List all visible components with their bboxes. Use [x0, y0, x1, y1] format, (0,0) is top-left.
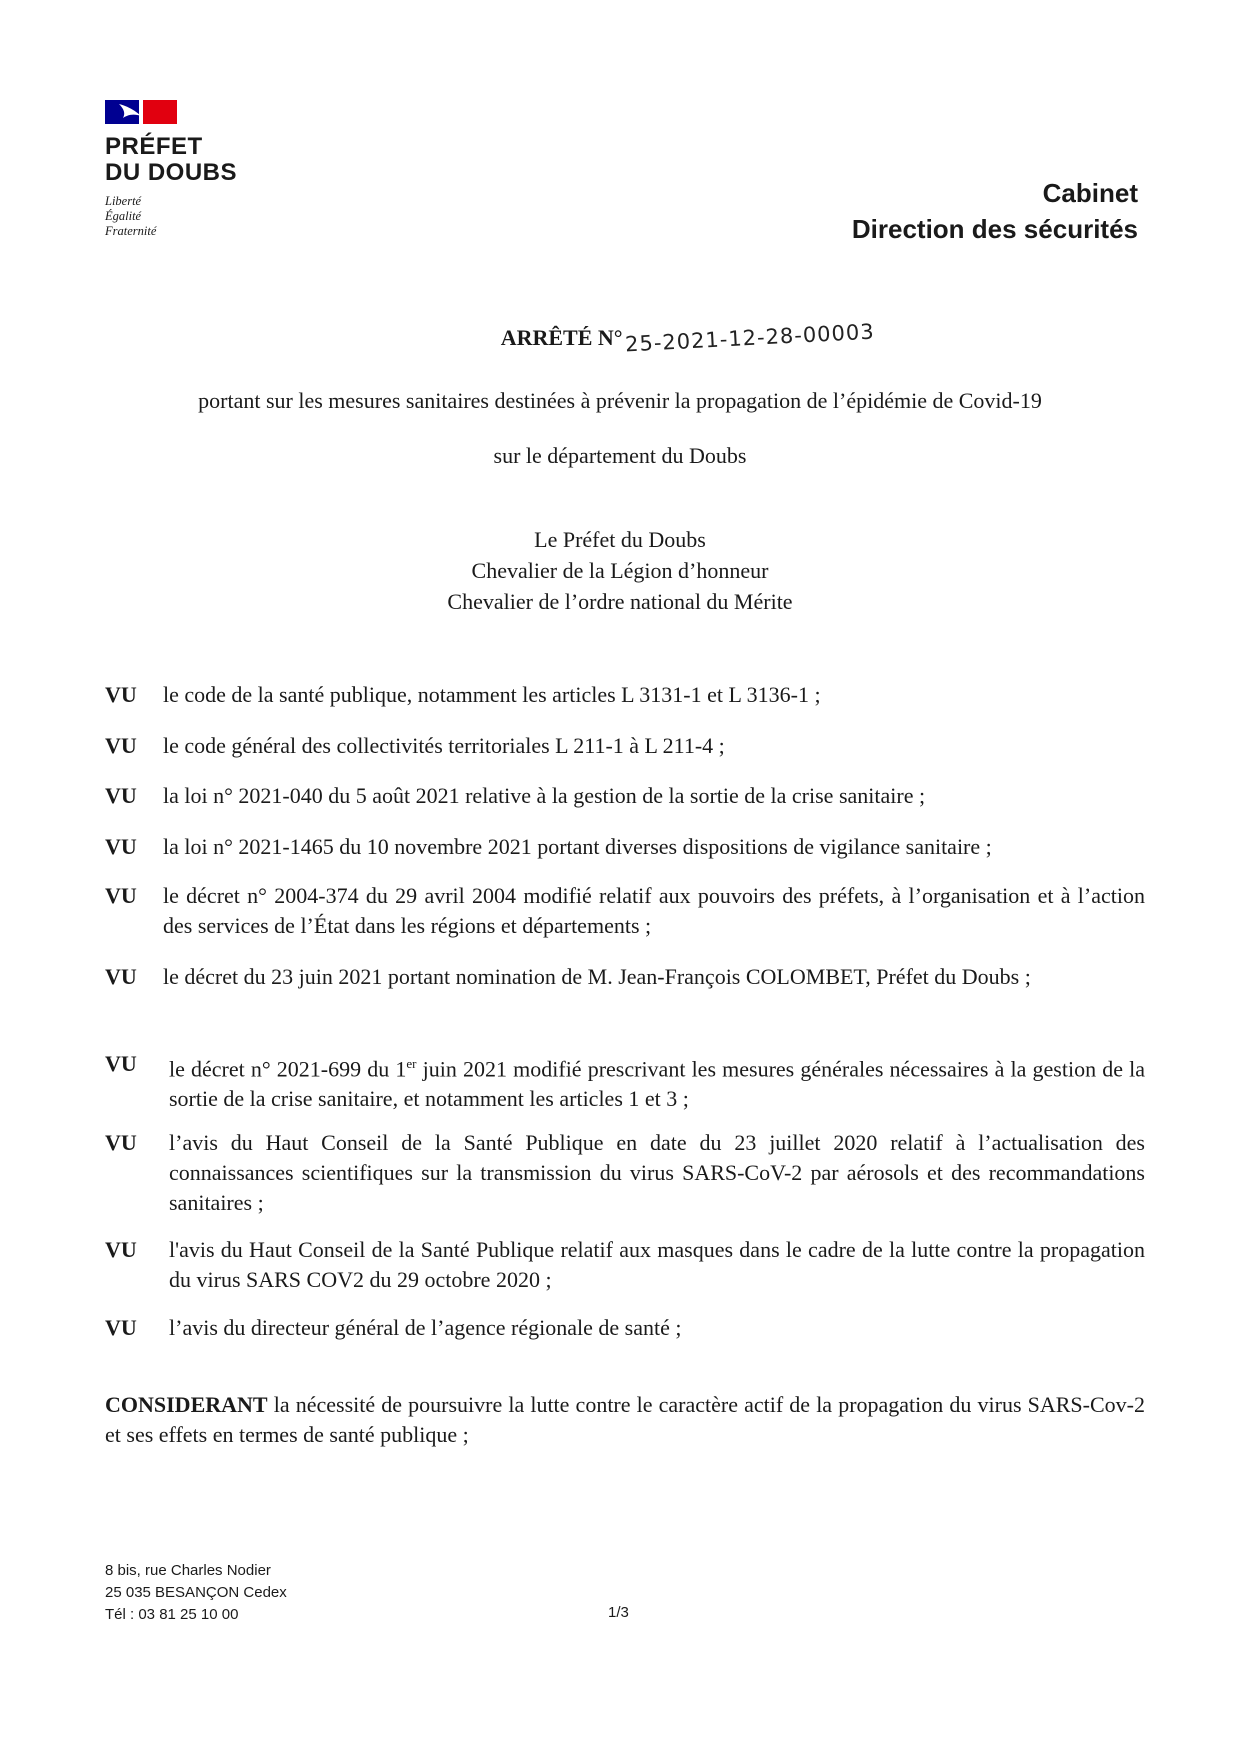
motto-liberte: Liberté — [105, 194, 142, 208]
visa-item — [105, 1128, 1145, 1218]
considerant-text: la nécessité de poursuivre la lutte contre le caractère actif de la propagation du virus SARS-Cov-2 et ses effets en termes de santé publique ; — [105, 1392, 1145, 1447]
visa-text: la loi n° 2021-1465 du 10 novembre 2021 portant diverses dispositions de vigilance sanitaire ; — [163, 834, 992, 859]
visa-item — [105, 1049, 1145, 1114]
visa-item — [105, 680, 1145, 710]
visa-label: VU — [105, 964, 137, 989]
footer-address-line-2: 25 035 BESANÇON Cedex — [105, 1584, 287, 1601]
visa-label: VU — [105, 1051, 137, 1076]
authority-title-1: Chevalier de la Légion d’honneur — [471, 558, 769, 583]
considerant-label: CONSIDERANT — [105, 1392, 268, 1417]
decree-title — [500, 319, 875, 357]
visa-label: VU — [105, 733, 137, 758]
visa-text: la loi n° 2021-040 du 5 août 2021 relative à la gestion de la sortie de la crise sanitaire ; — [163, 783, 926, 808]
authority-block — [0, 524, 1240, 617]
visa-text: le code de la santé publique, notamment les articles L 3131-1 et L 3136-1 ; — [163, 682, 821, 707]
visa-text: le décret n° 2021-699 du 1er juin 2021 modifié prescrivant les mesures générales nécessaires à la gestion de la sortie de la crise sanitaire, et notamment les articles 1 et 3 ; — [169, 1056, 1145, 1112]
visa-text: l’avis du Haut Conseil de la Santé Publique en date du 23 juillet 2020 relatif à l’actualisation des connaissances scientifiques sur la transmission du virus SARS-CoV-2 par aérosols et des recommandations sanitaires ; — [169, 1130, 1145, 1215]
republic-motto — [105, 194, 275, 239]
visa-item — [105, 1313, 1145, 1343]
visa-item — [105, 832, 1145, 862]
visa-label: VU — [105, 834, 137, 859]
visa-label: VU — [105, 1315, 137, 1340]
service-name: Cabinet — [1042, 178, 1138, 208]
visa-item — [105, 881, 1145, 941]
handwritten-decree-number: 25-2021-12-28-00003 — [624, 319, 875, 357]
motto-egalite: Égalité — [105, 209, 142, 223]
visa-item — [105, 731, 1145, 761]
marianne-flag-icon — [105, 100, 177, 124]
visa-label: VU — [105, 783, 137, 808]
decree-title-block — [0, 319, 1240, 357]
page-number: 1/3 — [608, 1604, 629, 1621]
visa-item — [105, 962, 1145, 992]
issuing-service — [852, 175, 1138, 247]
visa-item — [105, 781, 1145, 811]
visa-label: VU — [105, 682, 137, 707]
footer-address-line-1: 8 bis, rue Charles Nodier — [105, 1562, 271, 1579]
prefecture-logo — [105, 100, 275, 239]
visa-label: VU — [105, 883, 137, 908]
decree-title-label: ARRÊTÉ N° — [500, 325, 623, 350]
visa-text: l'avis du Haut Conseil de la Santé Publique relatif aux masques dans le cadre de la lutte contre la propagation du virus SARS COV2 du 29 octobre 2020 ; — [169, 1237, 1145, 1292]
footer-address — [105, 1560, 287, 1626]
visa-text: le décret n° 2004-374 du 29 avril 2004 modifié relatif aux pouvoirs des préfets, à l’organisation et à l’action des services de l’État dans les régions et départements ; — [163, 883, 1145, 938]
logo-title — [105, 134, 275, 186]
considerant-paragraph — [105, 1390, 1145, 1450]
subtitle-line-1: portant sur les mesures sanitaires destinées à prévenir la propagation de l’épidémie de Covid-19 — [198, 388, 1042, 413]
visa-text: le code général des collectivités territoriales L 211-1 à L 211-4 ; — [163, 733, 725, 758]
subtitle-line-2: sur le département du Doubs — [493, 443, 747, 468]
logo-line-2: DU DOUBS — [105, 159, 238, 186]
visa-text: l’avis du directeur général de l’agence régionale de santé ; — [169, 1315, 682, 1340]
authority-title-2: Chevalier de l’ordre national du Mérite — [447, 589, 793, 614]
visa-item — [105, 1235, 1145, 1295]
motto-fraternite: Fraternité — [105, 224, 157, 238]
visa-label: VU — [105, 1130, 137, 1155]
visa-text: le décret du 23 juin 2021 portant nomination de M. Jean-François COLOMBET, Préfet du Doubs ; — [163, 964, 1031, 989]
footer-phone: Tél : 03 81 25 10 00 — [105, 1606, 239, 1623]
authority-name: Le Préfet du Doubs — [534, 527, 706, 552]
direction-name: Direction des sécurités — [851, 214, 1138, 244]
logo-line-1: PRÉFET — [105, 133, 203, 160]
visa-label: VU — [105, 1237, 137, 1262]
